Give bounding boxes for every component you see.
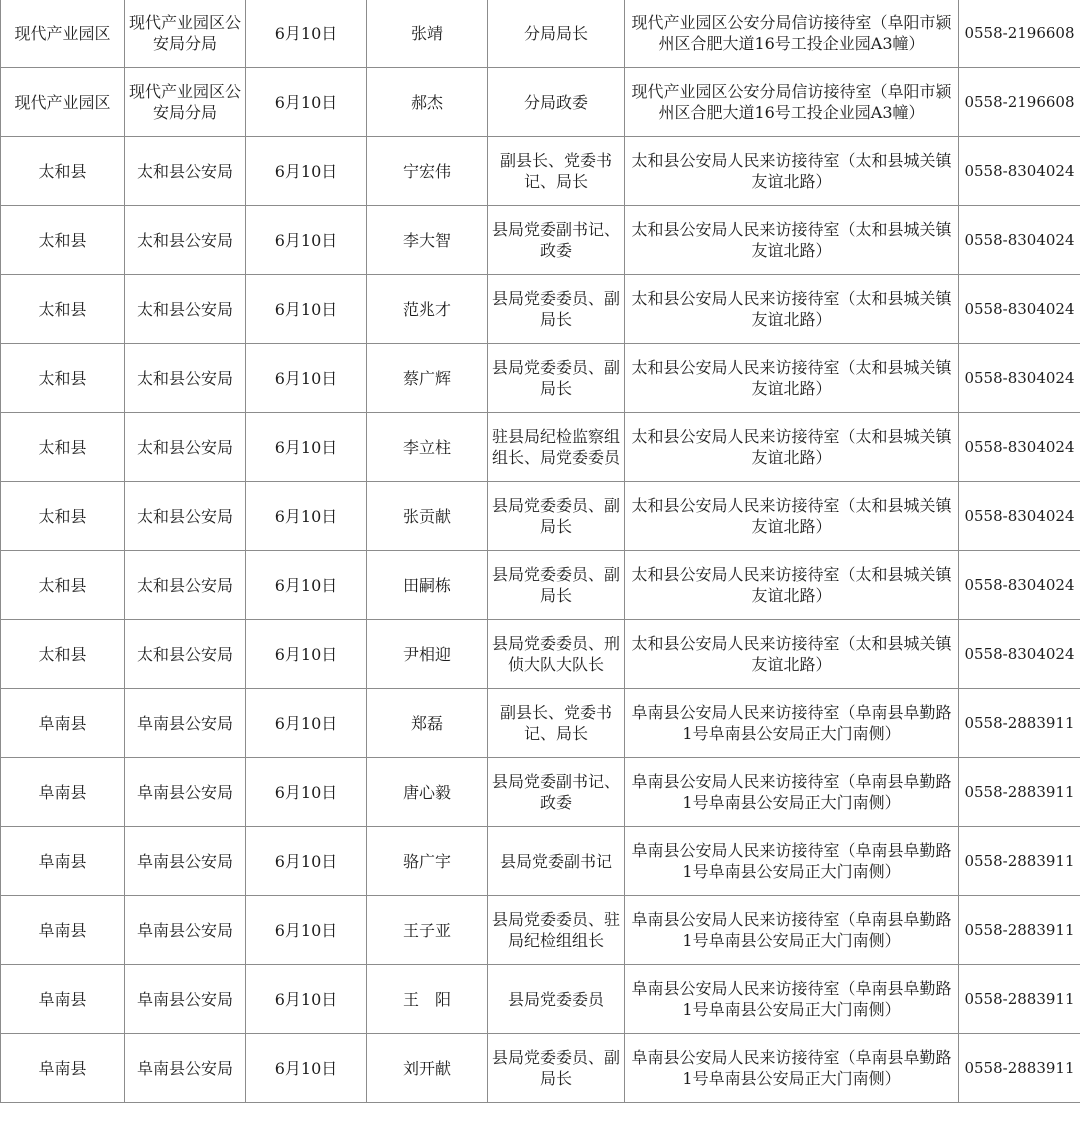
name-cell: 郑磊: [367, 689, 488, 758]
area-cell: 阜南县: [1, 827, 125, 896]
date-cell: 6月10日: [246, 1034, 367, 1103]
name-cell: 唐心毅: [367, 758, 488, 827]
address-cell: 太和县公安局人民来访接待室（太和县城关镇友谊北路）: [625, 551, 959, 620]
date-cell: 6月10日: [246, 758, 367, 827]
position-cell: 县局党委委员、驻局纪检组组长: [488, 896, 625, 965]
unit-cell: 阜南县公安局: [125, 1034, 246, 1103]
unit-cell: 太和县公安局: [125, 551, 246, 620]
table-row: [1, 275, 1080, 344]
table-row: [1, 206, 1080, 275]
position-cell: 驻县局纪检监察组组长、局党委委员: [488, 413, 625, 482]
unit-cell: 太和县公安局: [125, 482, 246, 551]
address-cell: 太和县公安局人民来访接待室（太和县城关镇友谊北路）: [625, 275, 959, 344]
date-cell: 6月10日: [246, 482, 367, 551]
name-cell: 骆广宇: [367, 827, 488, 896]
area-cell: 太和县: [1, 206, 125, 275]
address-cell: 阜南县公安局人民来访接待室（阜南县阜勤路1号阜南县公安局正大门南侧）: [625, 758, 959, 827]
unit-cell: 太和县公安局: [125, 137, 246, 206]
position-cell: 县局党委委员、副局长: [488, 344, 625, 413]
table-row: [1, 827, 1080, 896]
address-cell: 阜南县公安局人民来访接待室（阜南县阜勤路1号阜南县公安局正大门南侧）: [625, 965, 959, 1034]
phone-cell: 0558-2883911: [959, 1034, 1080, 1103]
unit-cell: 现代产业园区公安局分局: [125, 0, 246, 68]
address-cell: 阜南县公安局人民来访接待室（阜南县阜勤路1号阜南县公安局正大门南侧）: [625, 896, 959, 965]
name-cell: 王 阳: [367, 965, 488, 1034]
area-cell: 太和县: [1, 551, 125, 620]
phone-cell: 0558-8304024: [959, 275, 1080, 344]
date-cell: 6月10日: [246, 206, 367, 275]
table-row: [1, 965, 1080, 1034]
table-body: [1, 0, 1080, 1103]
name-cell: 王子亚: [367, 896, 488, 965]
address-cell: 现代产业园区公安分局信访接待室（阜阳市颍州区合肥大道16号工投企业园A3幢）: [625, 0, 959, 68]
position-cell: 分局局长: [488, 0, 625, 68]
table-row: [1, 620, 1080, 689]
phone-cell: 0558-8304024: [959, 137, 1080, 206]
unit-cell: 阜南县公安局: [125, 758, 246, 827]
position-cell: 县局党委委员、刑侦大队大队长: [488, 620, 625, 689]
area-cell: 太和县: [1, 275, 125, 344]
address-cell: 阜南县公安局人民来访接待室（阜南县阜勤路1号阜南县公安局正大门南侧）: [625, 1034, 959, 1103]
date-cell: 6月10日: [246, 965, 367, 1034]
unit-cell: 阜南县公安局: [125, 965, 246, 1034]
phone-cell: 0558-8304024: [959, 413, 1080, 482]
phone-cell: 0558-2883911: [959, 758, 1080, 827]
unit-cell: 阜南县公安局: [125, 827, 246, 896]
area-cell: 阜南县: [1, 758, 125, 827]
position-cell: 县局党委副书记、政委: [488, 758, 625, 827]
table-row: [1, 344, 1080, 413]
date-cell: 6月10日: [246, 896, 367, 965]
position-cell: 县局党委委员: [488, 965, 625, 1034]
area-cell: 阜南县: [1, 896, 125, 965]
table-row: [1, 689, 1080, 758]
date-cell: 6月10日: [246, 827, 367, 896]
position-cell: 县局党委副书记: [488, 827, 625, 896]
date-cell: 6月10日: [246, 551, 367, 620]
area-cell: 太和县: [1, 344, 125, 413]
name-cell: 田嗣栋: [367, 551, 488, 620]
table-row: [1, 137, 1080, 206]
area-cell: 太和县: [1, 482, 125, 551]
phone-cell: 0558-2883911: [959, 896, 1080, 965]
position-cell: 副县长、党委书记、局长: [488, 137, 625, 206]
table-row: [1, 68, 1080, 137]
name-cell: 范兆才: [367, 275, 488, 344]
name-cell: 郝杰: [367, 68, 488, 137]
table-row: [1, 482, 1080, 551]
name-cell: 刘开献: [367, 1034, 488, 1103]
position-cell: 县局党委委员、副局长: [488, 551, 625, 620]
address-cell: 太和县公安局人民来访接待室（太和县城关镇友谊北路）: [625, 137, 959, 206]
date-cell: 6月10日: [246, 0, 367, 68]
name-cell: 张贡献: [367, 482, 488, 551]
area-cell: 现代产业园区: [1, 0, 125, 68]
address-cell: 太和县公安局人民来访接待室（太和县城关镇友谊北路）: [625, 620, 959, 689]
unit-cell: 阜南县公安局: [125, 689, 246, 758]
address-cell: 阜南县公安局人民来访接待室（阜南县阜勤路1号阜南县公安局正大门南侧）: [625, 827, 959, 896]
table-row: [1, 413, 1080, 482]
unit-cell: 太和县公安局: [125, 413, 246, 482]
name-cell: 蔡广辉: [367, 344, 488, 413]
name-cell: 宁宏伟: [367, 137, 488, 206]
position-cell: 县局党委委员、副局长: [488, 275, 625, 344]
position-cell: 县局党委委员、副局长: [488, 482, 625, 551]
phone-cell: 0558-2883911: [959, 827, 1080, 896]
date-cell: 6月10日: [246, 137, 367, 206]
address-cell: 阜南县公安局人民来访接待室（阜南县阜勤路1号阜南县公安局正大门南侧）: [625, 689, 959, 758]
unit-cell: 太和县公安局: [125, 620, 246, 689]
address-cell: 太和县公安局人民来访接待室（太和县城关镇友谊北路）: [625, 344, 959, 413]
date-cell: 6月10日: [246, 620, 367, 689]
date-cell: 6月10日: [246, 689, 367, 758]
area-cell: 太和县: [1, 620, 125, 689]
name-cell: 尹相迎: [367, 620, 488, 689]
address-cell: 太和县公安局人民来访接待室（太和县城关镇友谊北路）: [625, 482, 959, 551]
phone-cell: 0558-8304024: [959, 206, 1080, 275]
date-cell: 6月10日: [246, 344, 367, 413]
unit-cell: 太和县公安局: [125, 275, 246, 344]
table-row: [1, 758, 1080, 827]
area-cell: 阜南县: [1, 689, 125, 758]
name-cell: 李大智: [367, 206, 488, 275]
unit-cell: 现代产业园区公安局分局: [125, 68, 246, 137]
phone-cell: 0558-8304024: [959, 482, 1080, 551]
name-cell: 张靖: [367, 0, 488, 68]
date-cell: 6月10日: [246, 68, 367, 137]
phone-cell: 0558-2196608: [959, 0, 1080, 68]
date-cell: 6月10日: [246, 275, 367, 344]
address-cell: 太和县公安局人民来访接待室（太和县城关镇友谊北路）: [625, 206, 959, 275]
address-cell: 现代产业园区公安分局信访接待室（阜阳市颍州区合肥大道16号工投企业园A3幢）: [625, 68, 959, 137]
phone-cell: 0558-8304024: [959, 344, 1080, 413]
phone-cell: 0558-8304024: [959, 551, 1080, 620]
name-cell: 李立柱: [367, 413, 488, 482]
position-cell: 副县长、党委书记、局长: [488, 689, 625, 758]
position-cell: 分局政委: [488, 68, 625, 137]
address-cell: 太和县公安局人民来访接待室（太和县城关镇友谊北路）: [625, 413, 959, 482]
date-cell: 6月10日: [246, 413, 367, 482]
unit-cell: 太和县公安局: [125, 344, 246, 413]
area-cell: 阜南县: [1, 965, 125, 1034]
phone-cell: 0558-2196608: [959, 68, 1080, 137]
position-cell: 县局党委委员、副局长: [488, 1034, 625, 1103]
table-row: [1, 0, 1080, 68]
unit-cell: 太和县公安局: [125, 206, 246, 275]
position-cell: 县局党委副书记、政委: [488, 206, 625, 275]
unit-cell: 阜南县公安局: [125, 896, 246, 965]
area-cell: 阜南县: [1, 1034, 125, 1103]
area-cell: 太和县: [1, 137, 125, 206]
area-cell: 太和县: [1, 413, 125, 482]
table-row: [1, 551, 1080, 620]
phone-cell: 0558-2883911: [959, 965, 1080, 1034]
area-cell: 现代产业园区: [1, 68, 125, 137]
table-row: [1, 1034, 1080, 1103]
phone-cell: 0558-2883911: [959, 689, 1080, 758]
table-row: [1, 896, 1080, 965]
phone-cell: 0558-8304024: [959, 620, 1080, 689]
